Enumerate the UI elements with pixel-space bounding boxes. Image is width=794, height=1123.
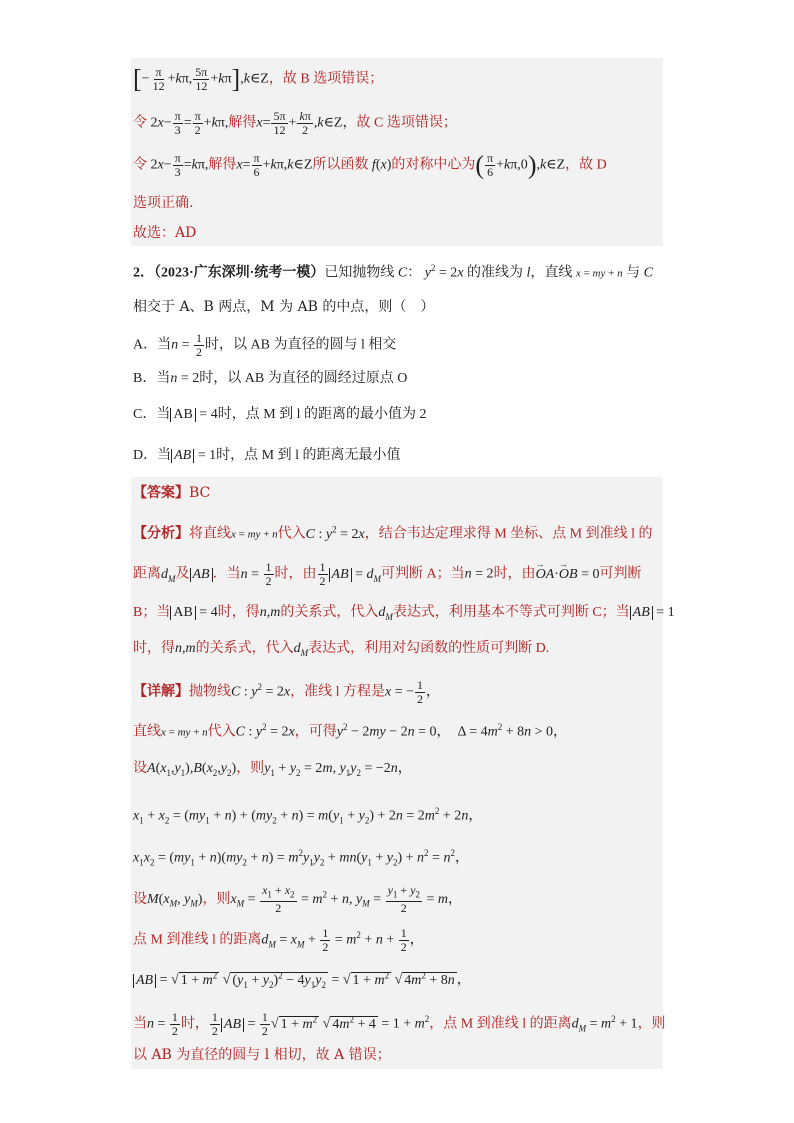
option-a: A．当n = $\frac{1}{2}$ 时，以 AB 为直径的圆与 l 相交 <box>133 331 397 359</box>
option-d-text: 时，点 M 到 l 的距离无最小值 <box>216 448 401 463</box>
solution-line-2: 令 2x− $\frac{\pi}{3}$ = $\frac{\pi}{2}$ +kπ,解得x= $\frac{5\pi}{12}$ + $\frac{k\pi}{2}$ ,k∈Z，故 C 选项错误； <box>133 109 457 137</box>
stem-part-3: ，直线 <box>530 265 573 281</box>
analysis-line-3: B；当 AB = 4时，得n,m的关系式，代入$d_M$表达式，利用基本不等式可判断 C；当 AB = 1 <box>133 605 675 622</box>
answer-tag: 【答案】 <box>133 485 189 501</box>
option-a-text: 时，以 AB 为直径的圆与 l 相交 <box>205 337 397 353</box>
question-source: （2023·广东深圳·统考一模） <box>154 265 325 281</box>
detail-l9b: 时， <box>180 1016 209 1032</box>
solution-line-2-prefix: 令 <box>133 115 147 131</box>
analysis-l3d: 表达式，利用基本不等式可判断 C；当 <box>392 605 630 620</box>
detail-l3b: ，则 <box>236 761 265 776</box>
detail-l1a: 抛物线 <box>189 684 231 700</box>
detail-line-10: 以 AB 为直径的圆与 l 相切，故 A 错误； <box>133 1047 391 1063</box>
analysis-line-2: 距离$d_M$及 AB ．当n = $\frac{1}{2}$ 时，由 $\frac{1}{2}$ AB = $d_M$可判断 A；当n = 2时，由→ OA·→ OB = 0可判断 <box>133 561 641 588</box>
analysis-l3b: 时，得 <box>217 605 260 620</box>
option-c: C．当 AB = 4时，点 M 到 l 的距离的最小值为 2 <box>133 407 427 422</box>
detail-l2b: 代入 <box>207 724 236 740</box>
solution-line-4: 选项正确. <box>133 195 194 211</box>
question-stem-line-2: 相交于 A、B 两点，M 为 AB 的中点，则（ ） <box>133 299 435 315</box>
analysis-l2g: 可判断 <box>599 566 642 582</box>
solution-line-1-text: ，故 B 选项错误； <box>268 71 384 87</box>
analysis-l3c: 的关系式，代入 <box>280 605 379 620</box>
analysis-l1b: 代入 <box>277 526 306 542</box>
option-c-text: 时，点 M 到 l 的距离的最小值为 2 <box>217 407 427 422</box>
analysis-l2d: 时，由 <box>274 566 317 582</box>
stem-part-1: 已知抛物线 <box>324 265 395 281</box>
solution-line-3-mid: 解得 <box>208 157 237 173</box>
detail-line-3: 设$A(x_1,y_1),B(x_2,y_2)$，则$y_1 + y_2 = 2m$, $y_1y_2 = -2n$， <box>133 761 412 778</box>
analysis-l1a: 将直线 <box>189 526 231 542</box>
solution-line-3: 令 2x− $\frac{\pi}{3}$ =kπ,解得x= $\frac{\pi}{6}$ +kπ,k∈Z所以函数 f(x)的对称中心为( $\frac{\pi}{6}$ +kπ,0),k∈Z，故 D <box>133 150 607 180</box>
option-b: B．当n = 2时，以 AB 为直径的圆经过原点 O <box>133 371 408 386</box>
analysis-l2a: 距离 <box>133 566 161 582</box>
detail-l1b: ，准线 l 方程是 <box>290 684 385 700</box>
analysis-l4b: 的关系式，代入 <box>195 641 294 656</box>
analysis-l2f: 时，由 <box>493 566 536 582</box>
detail-tag: 【详解】 <box>133 684 189 700</box>
detail-line-8: AB = √ $1 + m^2$ √ $(y_1 + y_2)^2 - 4y_1y_2$ = √ $1 + m^2$ √ $4m^2 + 8n$ ， <box>133 966 471 993</box>
detail-l6b: ，则 <box>202 891 231 907</box>
detail-l2c: ，可得 <box>294 724 337 740</box>
answer-line <box>133 484 210 502</box>
detail-line-4: $x_1 + x_2 = (my_1 + n) + (my_2 + n) = m(y_1 + y_2) + 2n = 2m^2 + 2n$， <box>133 806 483 826</box>
detail-line-1: 【详解】抛物线C : $y^2 = 2x$，准线 l 方程是x = − $\frac{1}{2}$ ， <box>133 677 440 706</box>
solution-conclusion: 故选：AD <box>133 225 197 241</box>
option-d: D．当 AB = 1时，点 M 到 l 的距离无最小值 <box>133 448 401 463</box>
detail-l6a: 设 <box>133 891 147 907</box>
analysis-l2c: ．当 <box>212 566 241 582</box>
analysis-l1c: ，结合韦达定理求得 M 坐标、点 M 到准线 l 的 <box>364 526 653 542</box>
detail-l3a: 设 <box>133 761 147 776</box>
detail-line-2: 直线x = my + n代入C : $y^2 = 2x$，可得$y^2 - 2my - 2n = 0$， $\Delta = 4m^2 + 8n > 0$， <box>133 722 568 740</box>
question-number: 2． <box>133 265 154 281</box>
solution-line-2-mid: 解得 <box>228 115 257 131</box>
detail-l7a: 点 M 到准线 l 的距离 <box>133 932 262 948</box>
detail-l2a: 直线 <box>133 724 161 740</box>
solution-line-2-suffix: 故 C 选项错误； <box>356 115 457 131</box>
solution-line-3-prefix: 令 <box>133 157 147 173</box>
analysis-l2e: 可判断 A；当 <box>381 566 465 582</box>
solution-line-3-mid2: 所以函数 <box>312 157 369 173</box>
detail-l9a: 当 <box>133 1016 147 1032</box>
option-b-text: 时，以 AB 为直径的圆经过原点 O <box>199 371 408 386</box>
stem-part-4: 与 <box>626 265 641 281</box>
analysis-l4c: 表达式，利用对勾函数的性质可判断 D. <box>308 641 550 656</box>
analysis-l2b: 及 <box>175 566 190 582</box>
detail-l9d: ，则 <box>637 1016 666 1032</box>
answer-value: BC <box>189 485 211 501</box>
analysis-line-4: 时，得n,m的关系式，代入$d_M$表达式，利用对勾函数的性质可判断 D. <box>133 641 550 658</box>
solution-line-1: [− $\frac{\pi}{12}$ +kπ, $\frac{5\pi}{12}$ +kπ],k∈Z，故 B 选项错误； <box>133 64 384 94</box>
detail-line-9: 当n = $\frac{1}{2}$ 时， $\frac{1}{2}$ AB = $\frac{1}{2}$ √ $1 + m^2$ √ $4m^2 + 4 = 1 + m^2$，点 M 到准线 l 的距离$d_M = m^2 + 1$，则 <box>133 1009 666 1038</box>
detail-line-5: $x_1x_2 = (my_1 + n)(my_2 + n) = m^2y_1y_2 + mn(y_1 + y_2) + n^2 = n^2$， <box>133 848 469 868</box>
option-d-label: D．当 <box>133 448 172 463</box>
analysis-l4a: 时，得 <box>133 641 175 656</box>
stem-part-2: 的准线为 <box>467 265 524 281</box>
analysis-l3a: B；当 <box>133 605 171 620</box>
option-c-label: C．当 <box>133 407 171 422</box>
analysis-line-1: 【分析】将直线x = my + n代入C : $y^2 = 2x$，结合韦达定理求得 M 坐标、点 M 到准线 l 的 <box>133 524 653 542</box>
solution-line-3-mid3: 的对称中心为 <box>391 157 476 173</box>
analysis-tag: 【分析】 <box>133 526 189 542</box>
detail-line-7: 点 M 到准线 l 的距离$d_M = x_M$ + $\frac{1}{2}$ = $m^2 + n$ + $\frac{1}{2}$ ， <box>133 925 424 954</box>
detail-l9c: ，点 M 到准线 l 的距离 <box>429 1016 572 1032</box>
detail-line-6: 设$M(x_M$, $y_M$)，则$x_M$ = $\frac{x_1 + x_2}{2}$ = $m^2 + n$, $y_M$ = $\frac{y_1 + y_2}{2}$ = m， <box>133 883 463 916</box>
solution-line-3-suffix: ，故 D <box>565 157 607 173</box>
option-b-label: B．当 <box>133 371 171 386</box>
option-a-label: A．当 <box>133 337 172 353</box>
question-stem-line-1: 2．（2023·广东深圳·统考一模）已知抛物线 C： $y^2 = 2x$ 的准线为 l，直线 x = my + n 与 C <box>133 263 653 281</box>
